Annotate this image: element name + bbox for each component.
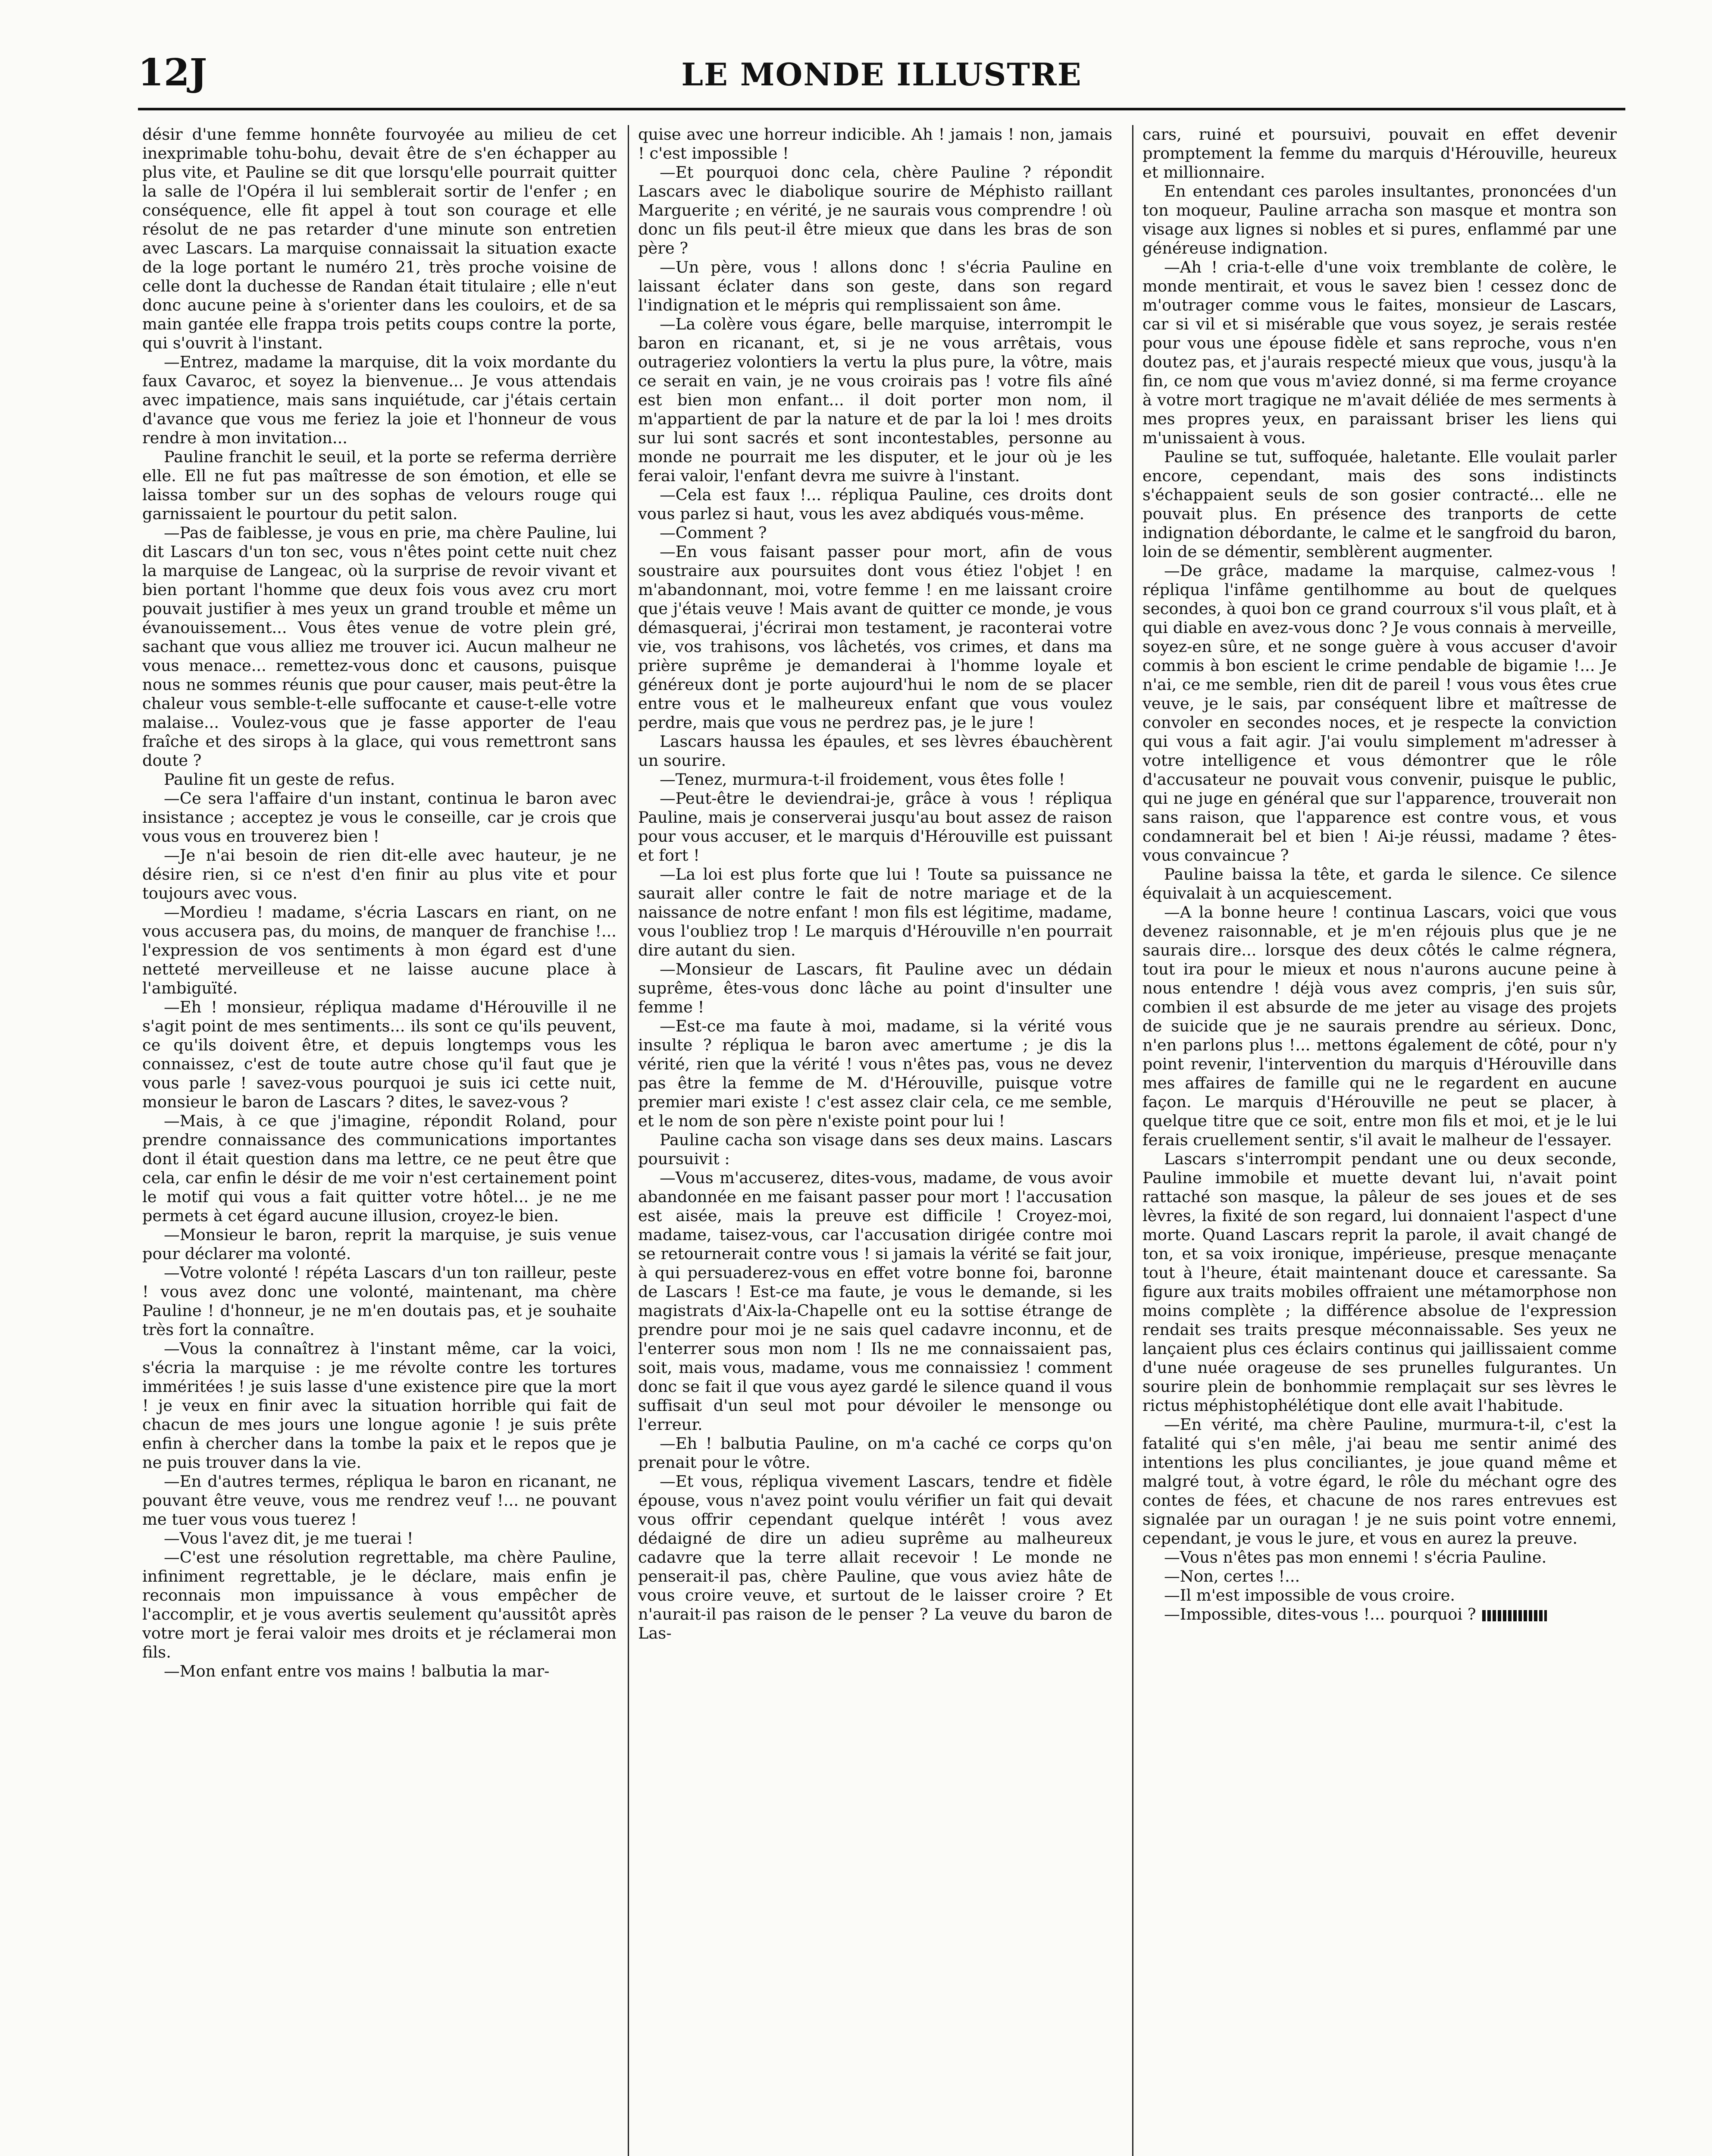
paragraph: —Votre volonté ! répéta Lascars d'un ton railleur, peste ! vous avez donc une volonté, maintenant, ma chère Pauline ! d'honneur, je ne m'en doutais pas, et je souhaite très fort la connaître. <box>142 1263 617 1339</box>
paragraph: —La colère vous égare, belle marquise, interrompit le baron en ricanant, et, si je ne vous arrêtais, vous outrageriez volontiers la vertu la plus pure, la vôtre, mais ce serait en vain, je ne vous croirais pas ! votre fils aîné est bien mon enfant... il doit porter mon nom, il m'appartient de par la nature et de par la loi ! mes droits sur lui sont sacrés et sont incontestables, personne au monde ne pourrait me les disputer, et le jour où je les ferai valoir, l'enfant devra me suivre à l'instant. <box>638 315 1112 485</box>
paragraph: Pauline baissa la tête, et garda le silence. Ce silence équivalait à un acquiescement. <box>1142 865 1617 903</box>
paragraph: —Vous l'avez dit, je me tuerai ! <box>164 1529 413 1548</box>
paragraph: Pauline franchit le seuil, et la porte se referma derrière elle. Ell ne fut pas maîtresse de son émotion, et elle se laissa tomber sur un des sophas de velours rouge qui garnissaient le pourtour du petit salon. <box>142 448 617 523</box>
paragraph: —Peut-être le deviendrai-je, grâce à vous ! répliqua Pauline, mais je conserverai jusqu'au bout assez de raison pour vous accuser, et le marquis d'Hérouville est puissant et fort ! <box>638 789 1112 865</box>
paragraph: —Pas de faiblesse, je vous en prie, ma chère Pauline, lui dit Lascars d'un ton sec, vous n'êtes point cette nuit chez la marquise de Langeac, où la surprise de revoir vivant et bien portant l'homme que deux fois vous avez cru mort pouvait justifier à mes yeux un grand trouble et même un évanouissement... Vous êtes venue de votre plein gré, sachant que vous alliez me trouver ici. Aucun malheur ne vous menace... remettez-vous donc et causons, puisque nous ne sommes réunis que pour causer, mais peut-être la chaleur vous semble-t-elle suffocante et cause-t-elle votre malaise... Voulez-vous que je fasse apporter de l'eau fraîche et des sirops à la glace, qui vous remettront sans doute ? <box>142 523 617 770</box>
paragraph: —Mon enfant entre vos mains ! balbutia la mar- <box>164 1662 550 1680</box>
paragraph: cars, ruiné et poursuivi, pouvait en effet devenir promptement la femme du marquis d'Hérouville, heureux et millionnaire. <box>1142 125 1617 182</box>
column-divider <box>1132 125 1133 2156</box>
paragraph: —Cela est faux !... répliqua Pauline, ces droits dont vous parlez si haut, vous les avez abdiqués vous-même. <box>638 486 1112 523</box>
paragraph: —Et vous, répliqua vivement Lascars, tendre et fidèle épouse, vous n'avez point voulu vérifier un fait qui devait vous offrir cependant quelque intérêt ! vous avez dédaigné de dire un adieu suprême au malheureux cadavre que la terre allait recevoir ! Le monde ne penserait-il pas, chère Pauline, que vous aviez hâte de vous croire veuve, et surtout de le laisser croire ? Et n'aurait-il pas raison de le penser ? La veuve du baron de Las- <box>638 1472 1112 1642</box>
paragraph: quise avec une horreur indicible. Ah ! jamais ! non, jamais ! c'est impossible ! <box>638 125 1112 163</box>
paragraph: —Entrez, madame la marquise, dit la voix mordante du faux Cavaroc, et soyez la bienvenue... Je vous attendais avec impatience, mais sans inquiétude, car j'étais certain d'avance que vous me feriez la joie et l'honneur de vous rendre à mon invitation... <box>142 353 617 447</box>
paragraph: —Il m'est impossible de vous croire. <box>1164 1586 1455 1604</box>
paragraph: —De grâce, madame la marquise, calmez-vous ! répliqua l'infâme gentilhomme au bout de quelques secondes, à quoi bon ce grand courroux s'il vous plaît, et à qui diable en avez-vous donc ? Je vous connais à merveille, soyez-en sûre, et ne songe guère à vous accuser d'avoir commis à bon escient le crime pendable de bigamie !... Je n'ai, ce me semble, rien dit de pareil ! vous vous êtes crue veuve, je le sais, par conséquent libre et maîtresse de convoler en secondes noces, et je respecte la conviction qui vous a fait agir. J'ai voulu simplement m'adresser à votre intelligence et vous démontrer que le rôle d'accusateur ne pouvait vous convenir, puisque le public, qui ne juge en général que sur l'apparence, trouverait non sans raison, que l'apparence est contre vous, et vous condamnerait bel et bien ! Ai-je réussi, madame ? êtes-vous convaincue ? <box>1142 561 1617 865</box>
paragraph: —A la bonne heure ! continua Lascars, voici que vous devenez raisonnable, et je m'en réjouis plus que je ne saurais dire... lorsque des deux côtés le calme régnera, tout ira pour le mieux et nous n'aurons aucune peine à nous entendre ! déjà vous avez compris, j'en suis sûr, combien il est absurde de me jeter au visage des projets de suicide que je ne saurais prendre au sérieux. Donc, n'en parlons plus !... mettons également de côté, pour n'y point revenir, l'intervention du marquis d'Hérouville dans mes affaires de famille qui ne le regardent en aucune façon. Le marquis d'Hérouville ne peut se placer, à quelque titre que ce soit, entre mon fils et moi, et je le lui ferais cruellement sentir, s'il avait le malheur de l'essayer. <box>1142 903 1617 1149</box>
paragraph: —Vous m'accuserez, dites-vous, madame, de vous avoir abandonnée en me faisant passer pour mort ! l'accusation est aisée, mais la preuve est difficile ! Croyez-moi, madame, taisez-vous, car l'accusation dirigée contre moi se retournerait contre vous ! si jamais la vérité se fait jour, à qui persuaderez-vous en effet votre bonne foi, baronne de Lascars ! Est-ce ma faute, je vous le demande, si les magistrats d'Aix-la-Chapelle ont eu la sottise étrange de prendre pour moi je ne sais quel cadavre inconnu, et de l'enterrer sous mon nom ! Ils ne me connaissaient pas, soit, mais vous, madame, vous me connaissiez ! comment donc se fait il que vous ayez gardé le silence quand il vous suffisait d'un seul mot pour dévoiler le mensonge ou l'erreur. <box>638 1169 1112 1434</box>
paragraph: —Et pourquoi donc cela, chère Pauline ? répondit Lascars avec le diabolique sourire de Méphisto raillant Marguerite ; en vérité, je ne saurais vous comprendre ! où donc un fils peut-il être mieux que dans les bras de son père ? <box>638 163 1112 257</box>
paragraph: —Comment ? <box>660 523 767 542</box>
paragraph: —Eh ! monsieur, répliqua madame d'Hérouville il ne s'agit point de mes sentiments... ils sont ce qu'ils peuvent, ce qu'ils doivent être, et depuis longtemps vous les connaissez, c'est de toute autre chose qu'il faut que je vous parle ! savez-vous pourquoi je suis ici cette nuit, monsieur le baron de Lascars ? dites, le savez-vous ? <box>142 998 617 1111</box>
paragraph: —Est-ce ma faute à moi, madame, si la vérité vous insulte ? répliqua le baron avec amertume ; je dis la vérité, rien que la vérité ! vous n'êtes pas, vous ne devez pas être la femme de M. d'Hérouville, puisque votre premier mari existe ! c'est assez clair cela, ce me semble, et le nom de son père n'existe point pour lui ! <box>638 1017 1112 1130</box>
paragraph: —Un père, vous ! allons donc ! s'écria Pauline en laissant éclater dans son geste, dans son regard l'indignation et le mépris qui remplissaient son âme. <box>638 258 1112 314</box>
column-3 <box>1142 125 1617 2156</box>
paragraph: Lascars haussa les épaules, et ses lèvres ébauchèrent un sourire. <box>638 732 1112 770</box>
paragraph: désir d'une femme honnête fourvoyée au milieu de cet inexprimable tohu-bohu, devait être de s'en échapper au plus vite, et Pauline se dit que lorsqu'elle pourrait quitter la salle de l'Opéra il lui semblerait sortir de l'enfer ; en conséquence, elle fit appel à tout son courage et elle résolut de ne pas retarder d'une minute son entretien avec Lascars. La marquise connaissait la situation exacte de la loge portant le numéro 21, très proche voisine de celle dont la duchesse de Randan était titulaire ; elle n'eut donc aucune peine à s'orienter dans les couloirs, et de sa main gantée elle frappa trois petits coups contre la porte, qui s'ouvrit à l'instant. <box>142 125 617 352</box>
masthead-title: LE MONDE ILLUSTRE <box>681 56 1082 93</box>
paragraph: —En d'autres termes, répliqua le baron en ricanant, ne pouvant être veuve, vous me rendrez veuf !... ne pouvant me tuer vous vous tuerez ! <box>142 1472 617 1529</box>
paragraph: —Impossible, dites-vous !... pourquoi ? <box>1142 1605 1617 1624</box>
header-rule <box>138 108 1625 110</box>
column-divider <box>628 125 629 2156</box>
paragraph: —Vous n'êtes pas mon ennemi ! s'écria Pauline. <box>1164 1548 1547 1567</box>
paragraph: Lascars s'interrompit pendant une ou deux seconde, Pauline immobile et muette devant lui, n'avait point rattaché son masque, la pâleur de ses joues et de ses lèvres, la fixité de son regard, lui donnaient l'aspect d'une morte. Quand Lascars reprit la parole, il avait changé de ton, et sa voix ironique, impérieuse, presque menaçante tout à l'heure, était maintenant douce et caressante. Sa figure aux traits mobiles offraient une métamorphose non moins complète ; la différence absolue de l'expression rendait ses traits presque méconnaissable. Ses yeux ne lançaient plus ces éclairs continus qui jaillissaient comme d'une nuée orageuse de ses prunelles fulgurantes. Un sourire plein de bonhommie remplaçait sur ses lèvres le rictus méphistophélétique dont elle avait l'habitude. <box>1142 1150 1617 1415</box>
paragraph: En entendant ces paroles insultantes, prononcées d'un ton moqueur, Pauline arracha son masque et montra son visage aux lignes si nobles et si pures, enflammé par une généreuse indignation. <box>1142 182 1617 257</box>
paragraph: —Ah ! cria-t-elle d'une voix tremblante de colère, le monde mentirait, et vous le savez bien ! cessez donc de m'outrager comme vous le faites, monsieur de Lascars, car si vil et si misérable que vous soyez, je serais restée pour vous une épouse fidèle et sans reproche, vous n'en doutez pas, et j'aurais respecté mieux que vous, jusqu'à la fin, ce nom que vous m'aviez donné, si ma ferme croyance à votre mort tragique ne m'avait déliée de mes serments à mes propres yeux, en paraissant briser les liens qui m'unissaient à vous. <box>1142 258 1617 447</box>
paragraph: —Monsieur de Lascars, fit Pauline avec un dédain suprême, êtes-vous donc lâche au point d'insulter une femme ! <box>638 960 1112 1016</box>
paragraph: Pauline se tut, suffoquée, haletante. Elle voulait parler encore, cependant, mais des sons indistincts s'échappaient seuls de son gosier contracté... elle ne pouvait plus. En présence des tranports de cette indignation débordante, le calme et le sangfroid du baron, loin de se démentir, semblèrent augmenter. <box>1142 448 1617 561</box>
page-header <box>138 47 1625 112</box>
paragraph: —Mordieu ! madame, s'écria Lascars en riant, on ne vous accusera pas, du moins, de manquer de franchise !... l'expression de vos sentiments à mon égard est d'une netteté merveilleuse et ne laisse aucune place à l'ambiguïté. <box>142 903 617 997</box>
paragraph: —En vérité, ma chère Pauline, murmura-t-il, c'est la fatalité qui s'en mêle, j'ai beau me sentir animé des intentions les plus conciliantes, je joue quand même et malgré tout, à votre égard, le rôle du méchant ogre des contes de fées, et chacune de nos rares entrevues est signalée par un ouragan ! je ne suis point votre ennemi, cependant, je vous le jure, et vous en aurez la preuve. <box>1142 1415 1617 1548</box>
end-ornament-icon <box>1482 1610 1547 1621</box>
column-2 <box>638 125 1112 2156</box>
paragraph: —Vous la connaîtrez à l'instant même, car la voici, s'écria la marquise : je me révolte contre les tortures imméritées ! je suis lasse d'une existence pire que la mort ! je veux en finir avec la situation horrible qui fait de chacun de mes jours une longue agonie ! je suis prête enfin à chercher dans la tombe la paix et le repos que je ne puis trouver dans la vie. <box>142 1339 617 1472</box>
paragraph: —Mais, à ce que j'imagine, répondit Roland, pour prendre connaissance des communications importantes dont il était question dans ma lettre, ce ne peut être que cela, car enfin le désir de me voir n'est certainement point le motif qui vous a fait quitter votre hôtel... je ne me permets à cet égard aucune illusion, croyez-le bien. <box>142 1112 617 1225</box>
paragraph: —Ce sera l'affaire d'un instant, continua le baron avec insistance ; acceptez je vous le conseille, car je crois que vous vous en trouverez bien ! <box>142 789 617 846</box>
paragraph: Pauline fit un geste de refus. <box>164 770 395 789</box>
paragraph: —Eh ! balbutia Pauline, on m'a caché ce corps qu'on prenait pour le vôtre. <box>638 1434 1112 1472</box>
paragraph: —Monsieur le baron, reprit la marquise, je suis venue pour déclarer ma volonté. <box>142 1225 617 1263</box>
paragraph: —Je n'ai besoin de rien dit-elle avec hauteur, je ne désire rien, si ce n'est d'en finir au plus vite et pour toujours avec vous. <box>142 846 617 903</box>
paragraph: Pauline cacha son visage dans ses deux mains. Lascars poursuivit : <box>638 1131 1112 1168</box>
page-number: 12J <box>138 51 207 94</box>
paragraph: —C'est une résolution regrettable, ma chère Pauline, infiniment regrettable, je le déclare, mais enfin je reconnais mon impuissance à vous empêcher de l'accomplir, et je vous avertis seulement qu'aussitôt après votre mort je ferai valoir mes droits et je réclamerai mon fils. <box>142 1548 617 1661</box>
paragraph: —La loi est plus forte que lui ! Toute sa puissance ne saurait aller contre le fait de notre mariage et de la naissance de notre enfant ! mon fils est légitime, madame, vous l'oubliez trop ! Le marquis d'Hérouville n'en pourrait dire autant du sien. <box>638 865 1112 959</box>
column-1 <box>142 125 617 2156</box>
paragraph: —Tenez, murmura-t-il froidement, vous êtes folle ! <box>660 770 1065 789</box>
paragraph: —Non, certes !... <box>1164 1567 1300 1586</box>
paragraph: —En vous faisant passer pour mort, afin de vous soustraire aux poursuites dont vous étiez l'objet ! en m'abandonnant, moi, votre femme ! en me laissant croire que j'étais veuve ! Mais avant de quitter ce monde, je vous démasquerai, j'écrirai mon testament, je raconterai votre vie, vos trahisons, vos lâchetés, vos crimes, et dans ma prière suprême je demanderai à l'homme loyale et généreux dont je porte aujourd'hui le nom de se placer entre vous et le malheureux enfant que vous voulez perdre, mais que vous ne perdrez pas, je le jure ! <box>638 542 1112 732</box>
